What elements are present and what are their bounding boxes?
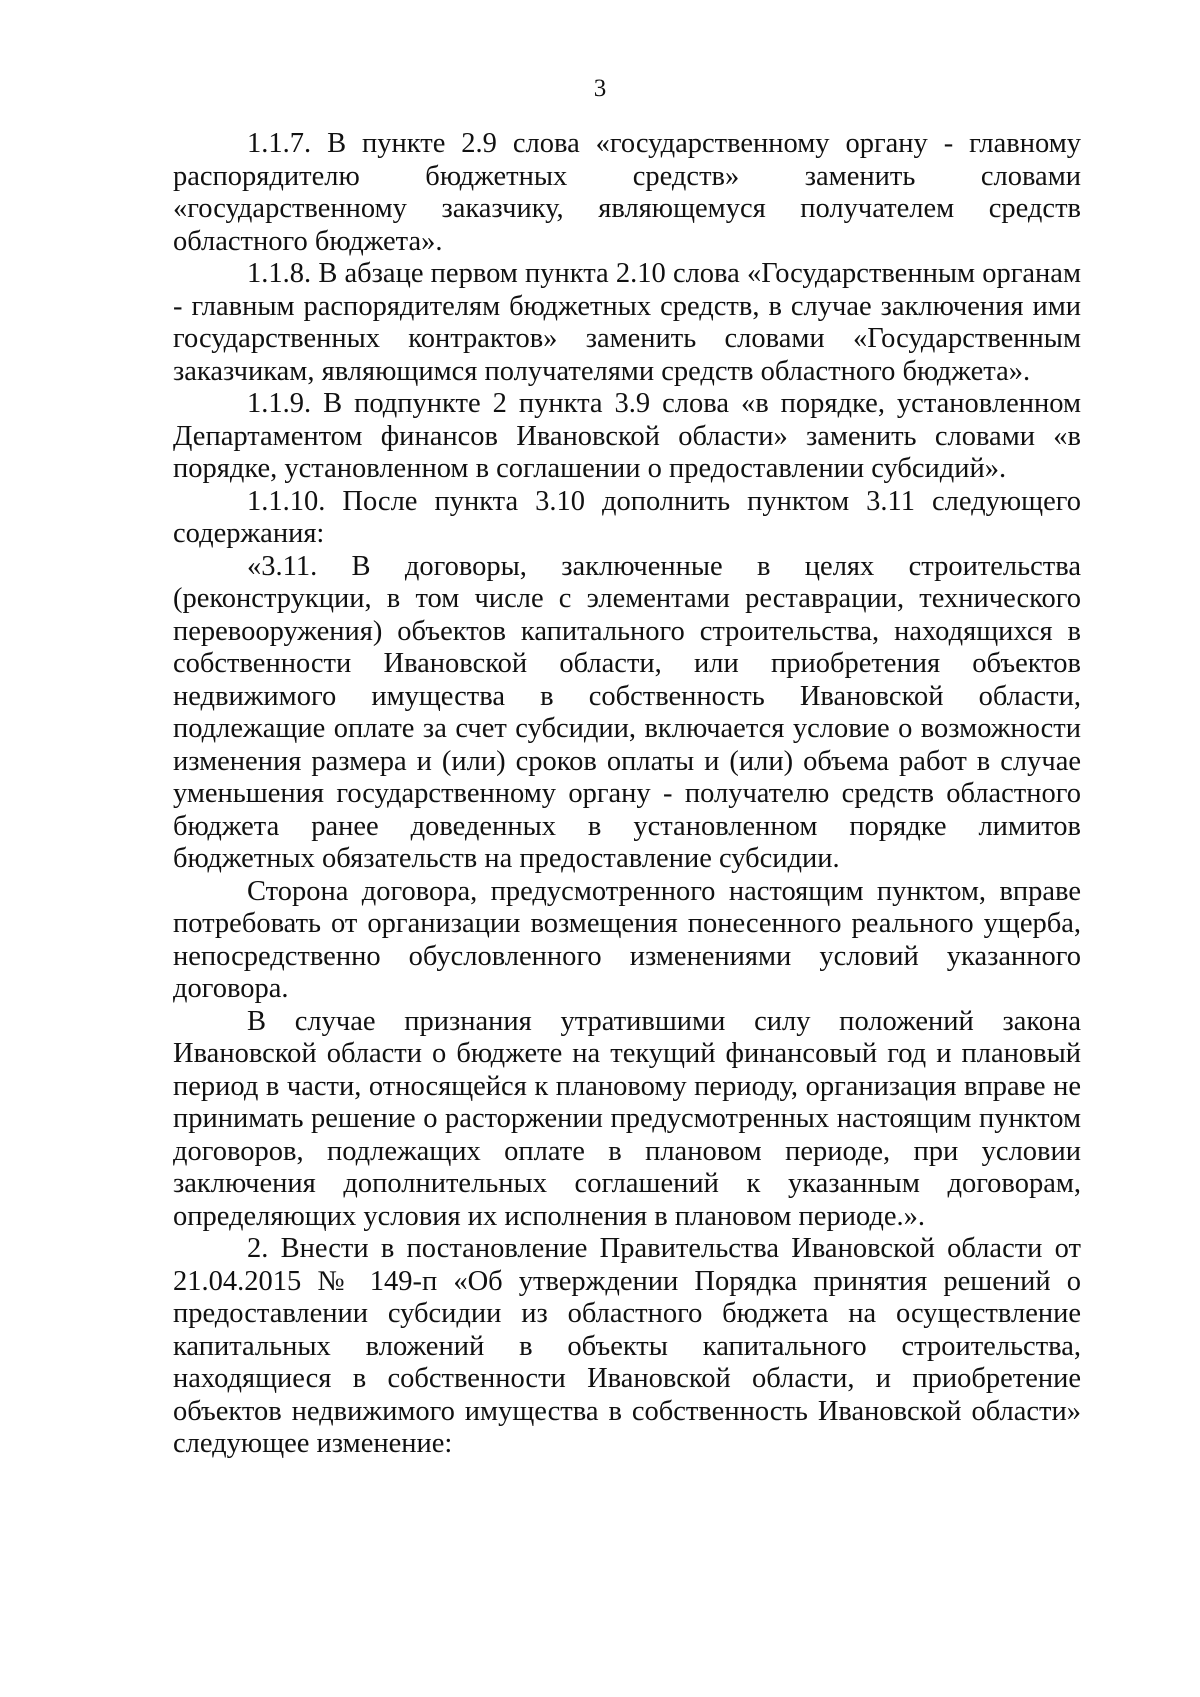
paragraph-1-1-8: 1.1.8. В абзаце первом пункта 2.10 слова «Государственным органам - главным распорядителям бюджетных средств, в случае заключения ими государственных контрактов» заменить словами «Государственным заказчикам, являющимся получателями средств областного бюджета». <box>173 258 1081 387</box>
page-number: 3 <box>593 75 607 102</box>
paragraph-3-11-budget-law: В случае признания утратившими силу положений закона Ивановской области о бюджете на текущий финансовый год и плановый период в части, относящейся к плановому периоду, организация вправе не принимать решение о расторжении предусмотренных настоящим пунктом договоров, подлежащих оплате в плановом периоде, при условии заключения дополнительных соглашений к указанным договорам, определяющих условия их исполнения в плановом периоде.». <box>173 1005 1081 1232</box>
document-body <box>173 128 1081 1461</box>
paragraph-2-amendment: 2. Внести в постановление Правительства Ивановской области от 21.04.2015 № 149-п «Об утверждении Порядка принятия решений о предоставлении субсидии из областного бюджета на осуществление капитальных вложений в объекты капитального строительства, находящиеся в собственности Ивановской области, и приобретение объектов недвижимого имущества в собственность Ивановской области» следующее изменение: <box>173 1233 1081 1459</box>
paragraph-1-1-10: 1.1.10. После пункта 3.10 дополнить пунктом 3.11 следующего содержания: <box>173 485 1081 549</box>
paragraph-1-1-9: 1.1.9. В подпункте 2 пункта 3.9 слова «в порядке, установленном Департаментом финансов Ивановской области» заменить словами «в порядке, установленном в соглашении о предоставлении субсидий». <box>173 388 1081 484</box>
paragraph-3-11-party-rights: Сторона договора, предусмотренного настоящим пунктом, вправе потребовать от организации возмещения понесенного реального ущерба, непосредственно обусловленного изменениями условий указанного договора. <box>173 875 1081 1004</box>
paragraph-3-11: «3.11. В договоры, заключенные в целях строительства (реконструкции, в том числе с элементами реставрации, технического перевооружения) объектов капитального строительства, находящихся в собственности Ивановской области, или приобретения объектов недвижимого имущества в собственность Ивановской области, подлежащие оплате за счет субсидии, включается условие о возможности изменения размера и (или) сроков оплаты и (или) объема работ в случае уменьшения государственному органу - получателю средств областного бюджета ранее доведенных в установленном порядке лимитов бюджетных обязательств на предоставление субсидии. <box>173 550 1081 874</box>
paragraph-1-1-7: 1.1.7. В пункте 2.9 слова «государственному органу - главному распорядителю бюджетных средств» заменить словами «государственному заказчику, являющемуся получателем средств областного бюджета». <box>173 128 1081 257</box>
